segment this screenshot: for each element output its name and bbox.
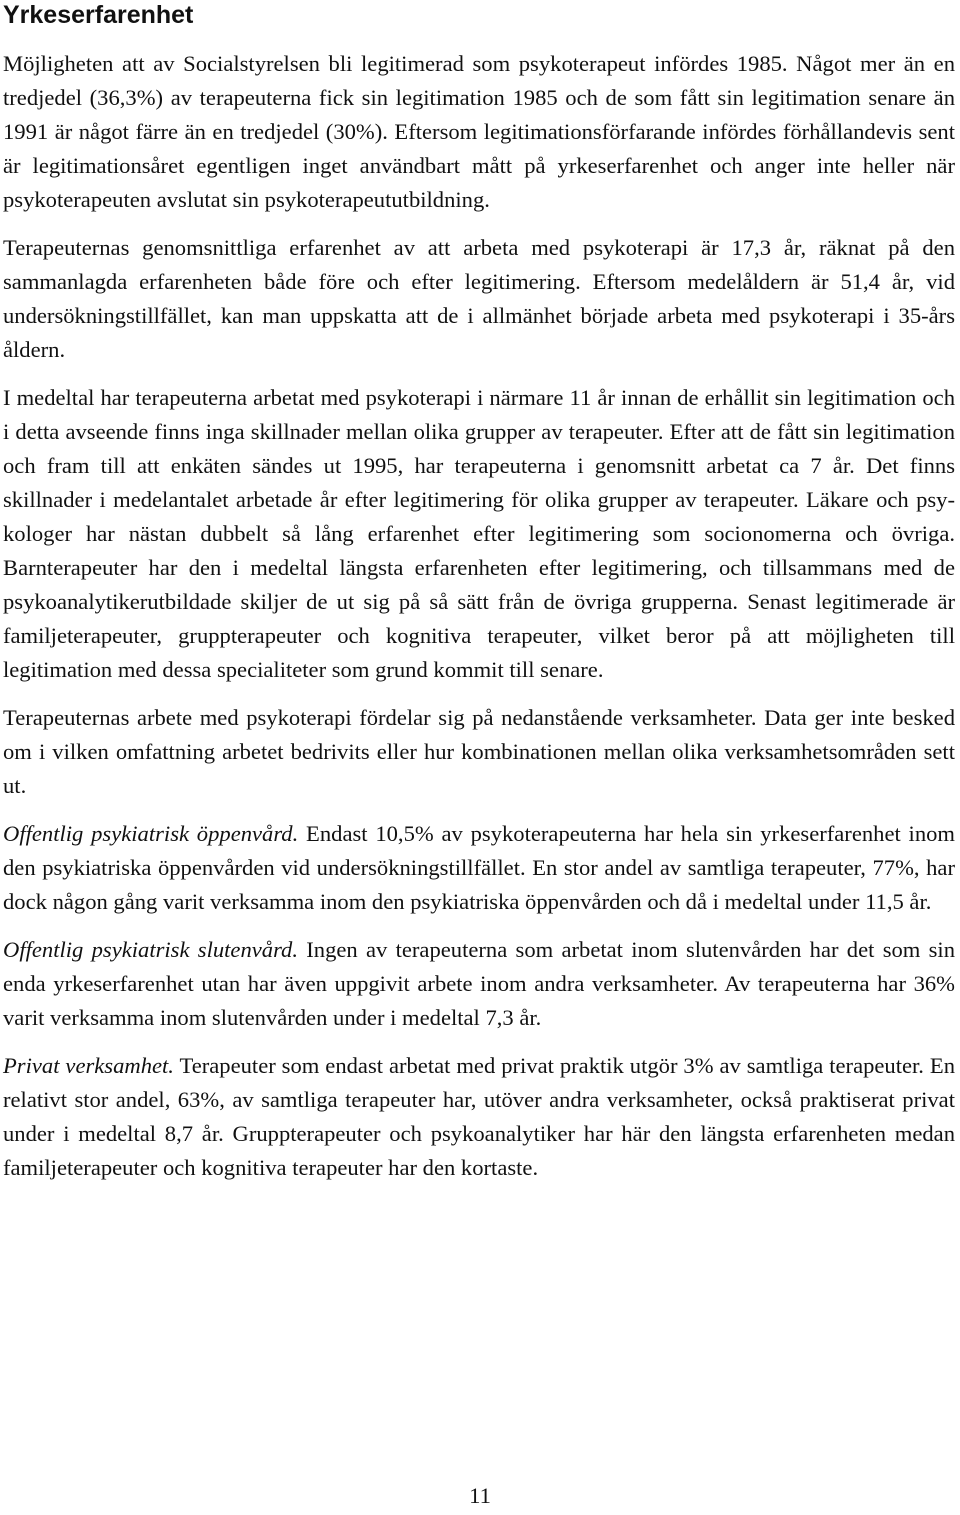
paragraph-text: Terapeuternas arbete med psykoterapi fördelar sig på nedanstående verksamheter. Data ger inte besked om i vilken omfattning arbetet bedrivits eller hur kombinationen mellan olika verksamhetsområden sett ut. (3, 705, 955, 798)
paragraph-lead: Offentlig psykiatrisk slutenvård. (3, 937, 298, 962)
paragraph-text: Terapeuter som endast arbetat med privat praktik utgör 3% av samtliga terapeuter. En relativt stor andel, 63%, av samtliga terapeuter har, utöver andra verksamheter, också praktiserat privat under i medeltal 8,7 år. Gruppterapeuter och psykoanalytiker har här den längsta erfarenheten medan familjeterapeuter och kognitiva terapeuter har den kortaste. (3, 1053, 955, 1180)
page-number: 11 (469, 1483, 491, 1508)
paragraph-work-distribution (3, 701, 955, 803)
paragraph-years-before-legitimation (3, 381, 955, 687)
paragraph-text: Möjligheten att av Socialstyrelsen bli legitimerad som psykoterapeut infördes 1985. Något mer än en tredjedel (36,3%) av terapeuterna fick sin legitimation 1985 och de som fått sin legitimation senare än 1991 är något färre än en tredjedel (30%). Eftersom legitimationsförfarande infördes förhållandevis sent är legitimationsåret egentligen inget användbart mått på yrkeserfarenhet och anger inte heller när psykoterapeuten avslutat sin psykoterapeututbildning. (3, 51, 955, 212)
section-heading: Yrkeserfarenhet (3, 1, 194, 29)
paragraph-average-experience (3, 231, 955, 367)
paragraph-lead: Offentlig psykiatrisk öppenvård. (3, 821, 299, 846)
paragraph-outpatient-care (3, 817, 955, 919)
paragraph-text: I medeltal har terapeuterna arbetat med psykoterapi i närmare 11 år innan de erhållit sin legitimation och i detta avseende finns inga skillnader mellan olika grupper av terapeuter. Efter att de fått sin legitimation och fram till att enkäten sändes ut 1995, har terapeuterna i genomsnitt arbetat ca 7 år. Det finns skillnader i medelantalet arbetade år efter legitimering för olika grupper av terapeuter. Läkare och psykologer har nästan dubbelt så lång erfarenhet efter legitimering som socionomerna och övriga. Barnterapeuter har den i medeltal längsta erfarenheten efter legitimering, och tillsammans med de psykoanalytikerutbildade skiljer de ut sig på så sätt från de övriga grupperna. Senast legitimerade är familjeterapeuter, gruppterapeuter och kognitiva terapeuter, vilket beror på att möjligheten till legitimation med dessa specialiteter som grund kommit till senare. (3, 385, 955, 682)
paragraph-inpatient-care (3, 933, 955, 1035)
paragraph-text: Ingen av terapeuterna som arbetat inom slutenvården har det som sin enda yrkeserfarenhet utan har även uppgivit arbete inom andra verksamheter. Av terapeuterna har 36% varit verksamma inom slutenvården under i medeltal 7,3 år. (3, 937, 956, 1030)
paragraph-text: Terapeuternas genomsnittliga erfarenhet av att arbeta med psykoterapi är 17,3 år, räknat på den sammanlagda erfarenheten både före och efter legitimering. Eftersom medelåldern är 51,4 år, vid undersökningstillfället, kan man uppskatta att de i allmänhet började arbeta med psykoterapi i 35-års åldern. (3, 235, 955, 362)
paragraph-lead: Privat verksamhet. (3, 1053, 174, 1078)
document-page (3, 0, 955, 1185)
paragraph-private-practice (3, 1049, 955, 1185)
paragraph-text: Endast 10,5% av psykoterapeuterna har hela sin yrkeserfarenhet inom den psykiatriska öppenvården vid undersökningstillfället. En stor andel av samtliga terapeuter, 77%, har dock någon gång varit verksamma inom den psykiatriska öppenvården och då i medeltal under 11,5 år. (3, 821, 955, 914)
paragraph-legitimation (3, 47, 955, 217)
